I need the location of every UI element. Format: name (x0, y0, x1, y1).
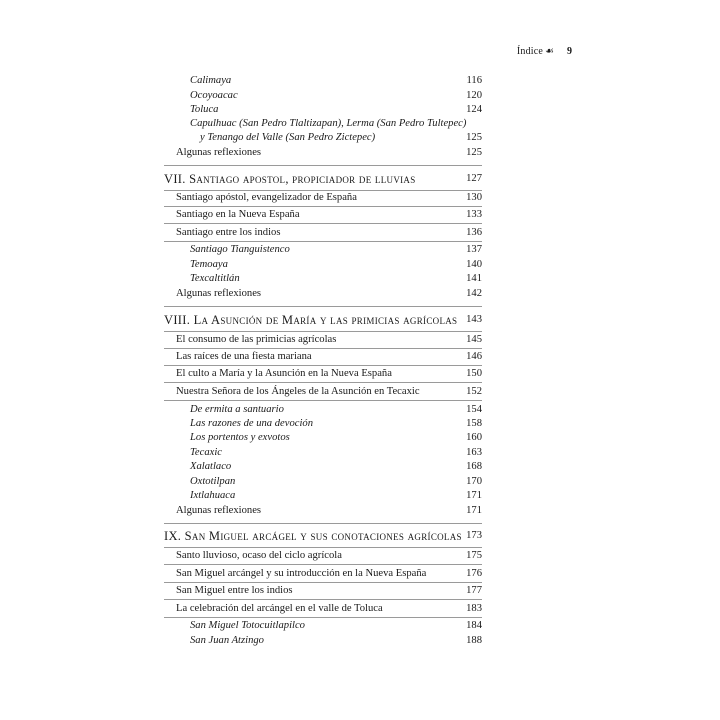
toc-entry-title: Temoaya (190, 259, 228, 270)
divider (164, 241, 482, 242)
toc-entry (0, 333, 720, 347)
toc-entry-page: 125 (466, 132, 482, 143)
toc-entry (0, 208, 720, 222)
toc-chapter-title: VII. Santiago apostol, propiciador de lluvias (164, 172, 416, 186)
toc-entry-title: Las raíces de una fiesta mariana (176, 351, 312, 362)
toc-chapter-heading (0, 311, 720, 329)
toc-entry (0, 634, 720, 648)
toc-entry-title: Santiago apóstol, evangelizador de España (176, 192, 357, 203)
toc-entry-title: Calimaya (190, 75, 232, 86)
toc-entry-page: 184 (466, 620, 482, 631)
divider (164, 400, 482, 401)
toc-entry-title: Santo lluvioso, ocaso del ciclo agrícola (176, 550, 342, 561)
toc-entry-page: 127 (466, 173, 482, 184)
toc-entry (0, 385, 720, 399)
toc-chapter-title: IX. San Miguel arcágel y sus conotaciones agrícolas (164, 529, 462, 543)
toc-entry-page: 130 (466, 192, 482, 203)
toc-entry-page: 142 (466, 288, 482, 299)
divider (164, 206, 482, 207)
toc-entry (0, 89, 720, 103)
toc-entry (0, 431, 720, 445)
toc-entry-title: Santiago Tianguistenco (190, 244, 290, 255)
fleuron-icon: ☙ (545, 46, 554, 57)
toc-entry (0, 243, 720, 257)
toc-entry-title: Santiago en la Nueva España (176, 209, 300, 220)
toc-chapter-heading (0, 170, 720, 188)
toc-entry-page: 158 (466, 418, 482, 429)
toc-entry-title: San Miguel arcángel y su introducción en la Nueva España (176, 568, 427, 579)
toc-entry-title: Ixtlahuaca (190, 490, 236, 501)
toc-entry-page: 176 (466, 568, 482, 579)
toc-entry (0, 446, 720, 460)
toc-entry (0, 504, 720, 518)
toc-entry-page: 177 (466, 585, 482, 596)
toc-entry (0, 619, 720, 633)
toc-entry-page: 163 (466, 447, 482, 458)
toc-entry-title: Las razones de una devoción (190, 418, 313, 429)
toc-entry (0, 131, 720, 145)
toc-entry (0, 403, 720, 417)
toc-entry (0, 287, 720, 301)
toc-entry (0, 258, 720, 272)
toc-entry-page: 141 (466, 273, 482, 284)
toc-entry-title: Texcaltitlán (190, 273, 240, 284)
divider (164, 331, 482, 332)
toc-entry (0, 226, 720, 240)
toc-entry-page: 160 (466, 432, 482, 443)
running-head-title: Índice (516, 46, 544, 57)
toc-entry-title: San Miguel Totocuitlapilco (190, 620, 305, 631)
toc-entry-title: Xalatlaco (190, 461, 232, 472)
toc-chapter-heading (0, 527, 720, 545)
toc-entry-title: Oxtotilpan (190, 476, 236, 487)
toc-entry-page: 145 (466, 334, 482, 345)
toc-entry-title: San Miguel entre los indios (176, 585, 293, 596)
toc-entry-title: De ermita a santuario (190, 404, 284, 415)
toc-entry-page: 137 (466, 244, 482, 255)
toc-entry (0, 191, 720, 205)
toc-entry-title: Algunas reflexiones (176, 147, 262, 158)
toc-entry-title: San Juan Atzingo (190, 635, 264, 646)
toc-entry (0, 350, 720, 364)
toc-entry-page: 175 (466, 550, 482, 561)
toc-entry (0, 272, 720, 286)
toc-entry (0, 146, 720, 160)
toc-entry (0, 567, 720, 581)
toc-entry-title: El consumo de las primicias agrícolas (176, 334, 337, 345)
divider (164, 365, 482, 366)
divider (164, 617, 482, 618)
toc-entry (0, 602, 720, 616)
toc-entry (0, 584, 720, 598)
divider (164, 599, 482, 600)
toc-entry-page: 140 (466, 259, 482, 270)
toc-entry-title: Nuestra Señora de los Ángeles de la Asunción en Tecaxic (176, 386, 420, 397)
divider (164, 223, 482, 224)
divider (164, 306, 482, 307)
toc-entry (0, 103, 720, 117)
divider (164, 348, 482, 349)
toc-entry-page: 125 (466, 147, 482, 158)
toc-entry-page: 150 (466, 368, 482, 379)
divider (164, 382, 482, 383)
toc-entry-page: 171 (466, 505, 482, 516)
toc-entry-page: 143 (466, 314, 482, 325)
toc-entry-page: 133 (466, 209, 482, 220)
toc-entry (0, 417, 720, 431)
toc-entry (0, 460, 720, 474)
toc-entry-page: 124 (466, 104, 482, 115)
toc-entry (0, 489, 720, 503)
toc-entry-page: 173 (466, 530, 482, 541)
toc-entry (0, 549, 720, 563)
toc-entry-page: 146 (466, 351, 482, 362)
toc-entry-page: 136 (466, 227, 482, 238)
divider (164, 547, 482, 548)
toc-entry-title: Algunas reflexiones (176, 505, 262, 516)
toc-entry-title: Ocoyoacac (190, 90, 238, 101)
divider (164, 582, 482, 583)
toc-entry-page: 188 (466, 635, 482, 646)
toc-entry-title: Santiago entre los indios (176, 227, 281, 238)
toc-entry-page: 152 (466, 386, 482, 397)
toc-entry-page: 116 (466, 75, 482, 86)
toc-entry-page: 168 (466, 461, 482, 472)
toc-chapter-title: VIII. La Asunción de María y las primicias agrícolas (164, 313, 458, 327)
toc-entry-page: 120 (466, 90, 482, 101)
toc-entry-title: Toluca (190, 104, 219, 115)
toc-entry-title: Los portentos y exvotos (190, 432, 290, 443)
toc-entry (0, 367, 720, 381)
toc-entry-title: El culto a María y la Asunción en la Nueva España (176, 368, 392, 379)
toc-entry (0, 74, 720, 88)
toc-entry-page: 154 (466, 404, 482, 415)
toc-entry-title: Capulhuac (San Pedro Tlaltizapan), Lerma (San Pedro Tultepec) (190, 118, 467, 129)
toc-entry (0, 117, 720, 131)
toc-entry-page: 170 (466, 476, 482, 487)
toc-entry-title: Algunas reflexiones (176, 288, 262, 299)
toc-entry-page: 183 (466, 603, 482, 614)
toc-entry-title: y Tenango del Valle (San Pedro Zictepec) (200, 132, 376, 143)
page-number: 9 (567, 46, 572, 57)
toc-entry (0, 475, 720, 489)
toc-entry-title: La celebración del arcángel en el valle de Toluca (176, 603, 383, 614)
divider (164, 523, 482, 524)
toc-entry-page: 171 (466, 490, 482, 501)
divider (164, 564, 482, 565)
divider (164, 165, 482, 166)
toc-entry-title: Tecaxic (190, 447, 222, 458)
